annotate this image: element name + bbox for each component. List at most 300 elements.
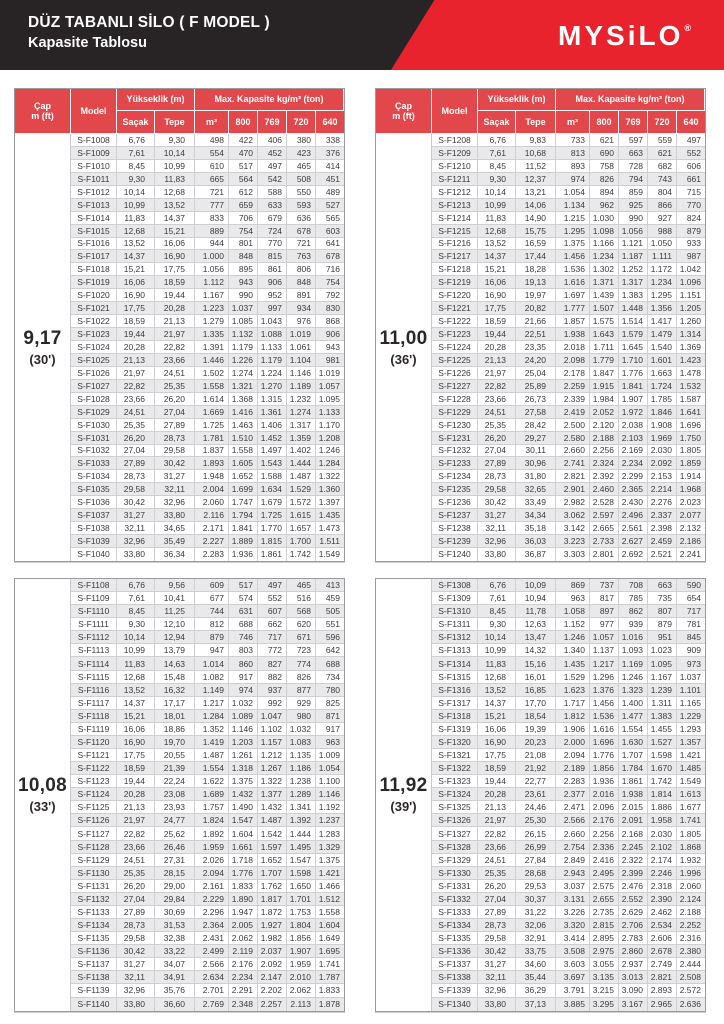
table-cell: 16,06 — [478, 723, 516, 736]
table-cell: 30,69 — [155, 906, 195, 919]
table-cell: S-F1219 — [432, 276, 478, 289]
table-cell: 1.536 — [556, 263, 590, 276]
table-cell: 18,54 — [516, 710, 556, 723]
table-cell: 1.392 — [287, 814, 316, 827]
table-cell: 1.507 — [590, 302, 619, 315]
table-cell: 1.435 — [556, 657, 590, 670]
table-row — [432, 173, 705, 186]
table-cell: 11,25 — [155, 605, 195, 618]
table-cell: 2.234 — [619, 457, 648, 470]
table-cell: 1.224 — [258, 367, 287, 380]
table-cell: 2.060 — [677, 880, 705, 893]
table-cell: S-F1210 — [432, 160, 478, 173]
table-cell: 1.096 — [677, 276, 705, 289]
table-cell: 9,30 — [478, 618, 516, 631]
table-cell: 2.060 — [195, 496, 229, 509]
table-cell: 2.471 — [556, 801, 590, 814]
table-cell: S-F1019 — [71, 276, 117, 289]
table-cell: S-F1329 — [432, 854, 478, 867]
table-cell: 897 — [590, 605, 619, 618]
table-header-row — [15, 89, 344, 134]
table-row — [71, 535, 344, 548]
table-cell: 30,42 — [478, 945, 516, 958]
table-cell: 2.119 — [229, 945, 258, 958]
table-cell: 10,14 — [117, 186, 155, 199]
table-cell: 33,75 — [516, 945, 556, 958]
table-cell: S-F1137 — [71, 958, 117, 971]
table-row — [432, 723, 705, 736]
table-cell: 551 — [316, 618, 344, 631]
table-cell: 21,13 — [478, 801, 516, 814]
table-cell: 34,34 — [516, 509, 556, 522]
table-cell: 19,44 — [117, 775, 155, 788]
table-cell: 1.696 — [677, 419, 705, 432]
table-cell: 1.322 — [316, 470, 344, 483]
table-cell: 1.295 — [648, 289, 677, 302]
table-cell: 542 — [258, 173, 287, 186]
table-cell: 1.302 — [590, 263, 619, 276]
table-cell: 21,13 — [117, 354, 155, 367]
table-cell: 1.296 — [590, 671, 619, 684]
table-cell: 30,37 — [516, 893, 556, 906]
table-cell: S-F1317 — [432, 697, 478, 710]
table-cell: 665 — [195, 173, 229, 186]
table-cell: 32,11 — [478, 971, 516, 984]
table-cell: 1.696 — [590, 736, 619, 749]
column-header-tepe: Tepe — [155, 111, 195, 134]
table-cell: 422 — [229, 134, 258, 147]
table-row — [432, 535, 705, 548]
table-cell: 2.168 — [619, 827, 648, 840]
table-cell: 621 — [648, 147, 677, 160]
table-cell: 2.462 — [648, 906, 677, 919]
cap-label-line2: m (ft) — [31, 111, 54, 121]
table-cell: 18,59 — [117, 315, 155, 328]
title-line1: DÜZ TABANLI SİLO ( F MODEL ) — [28, 14, 270, 31]
table-cell: 2.010 — [287, 971, 316, 984]
table-row — [71, 302, 344, 315]
table-row — [71, 263, 344, 276]
diameter-value: 11,92 — [379, 775, 428, 797]
table-cell: 2.178 — [556, 367, 590, 380]
column-header-640: 640 — [677, 111, 705, 134]
column-header-capacity-group: Max. Kapasite kg/m³ (ton) — [556, 89, 705, 111]
table-cell: 1.558 — [229, 445, 258, 458]
table-cell: 590 — [677, 579, 705, 592]
table-cell: 1.232 — [287, 393, 316, 406]
table-cell: 2.982 — [556, 496, 590, 509]
table-cell: S-F1331 — [432, 880, 478, 893]
table-cell: 917 — [229, 671, 258, 684]
table-cell: 338 — [316, 134, 344, 147]
table-cell: 12,94 — [155, 631, 195, 644]
table-cell: 1.432 — [229, 788, 258, 801]
table-cell: 1.906 — [556, 723, 590, 736]
table-cell: 1.376 — [590, 684, 619, 697]
table-cell: 1.246 — [556, 631, 590, 644]
table-cell: 2.665 — [590, 522, 619, 535]
table-cell: 1.601 — [648, 354, 677, 367]
table-cell: 2.735 — [590, 906, 619, 919]
table-cell: 1.717 — [556, 697, 590, 710]
table-cell: 1.927 — [258, 919, 287, 932]
table-cell: 1.167 — [648, 671, 677, 684]
table-cell: 26,99 — [516, 841, 556, 854]
table-cell: 2.189 — [556, 762, 590, 775]
table-cell: 34,60 — [516, 958, 556, 971]
table-cell: 2.365 — [619, 483, 648, 496]
table-cell: S-F1136 — [71, 945, 117, 958]
table-cell: 744 — [195, 605, 229, 618]
table-cell: 508 — [287, 173, 316, 186]
table-cell: 772 — [258, 644, 287, 657]
table-cell: 1.514 — [619, 315, 648, 328]
table-cell: S-F1311 — [432, 618, 478, 631]
table-cell: 10,99 — [155, 160, 195, 173]
table-cell: 812 — [195, 618, 229, 631]
table-cell: 505 — [316, 605, 344, 618]
table-cell: 1.641 — [677, 406, 705, 419]
table-cell: 9,30 — [478, 173, 516, 186]
table-cell: 1.847 — [590, 367, 619, 380]
table-row — [71, 592, 344, 605]
table-cell: 10,99 — [478, 644, 516, 657]
table-cell: 21,97 — [117, 367, 155, 380]
table-row — [71, 867, 344, 880]
table-cell: 688 — [316, 657, 344, 670]
table-cell: 1.623 — [556, 684, 590, 697]
table-cell: 22,24 — [155, 775, 195, 788]
table-cell: 2.234 — [229, 971, 258, 984]
table-cell: 2.392 — [590, 470, 619, 483]
table-cell: 2.496 — [619, 509, 648, 522]
table-cell: 10,68 — [516, 147, 556, 160]
table-row — [432, 406, 705, 419]
table-row — [432, 657, 705, 670]
table-cell: 1.323 — [619, 684, 648, 697]
table-cell: 22,77 — [516, 775, 556, 788]
table-cell: 2.161 — [195, 880, 229, 893]
table-row — [432, 984, 705, 997]
table-cell: S-F1139 — [71, 984, 117, 997]
table-row — [71, 419, 344, 432]
table-row — [71, 315, 344, 328]
table-cell: 933 — [677, 238, 705, 251]
table-cell: 29,84 — [155, 893, 195, 906]
table-cell: 661 — [677, 173, 705, 186]
table-cell: 1.868 — [677, 841, 705, 854]
table-cell: S-F1122 — [71, 762, 117, 775]
table-cell: 882 — [258, 671, 287, 684]
table-cell: 1.833 — [229, 880, 258, 893]
table-cell: S-F1021 — [71, 302, 117, 315]
table-cell: 10,14 — [117, 631, 155, 644]
table-cell: 1.083 — [287, 736, 316, 749]
table-rows — [71, 134, 344, 561]
table-cell: S-F1016 — [71, 238, 117, 251]
table-row — [432, 483, 705, 496]
table-cell: 1.972 — [619, 406, 648, 419]
table-cell: 1.554 — [619, 723, 648, 736]
table-cell: 2.018 — [556, 341, 590, 354]
table-cell: 23,93 — [155, 801, 195, 814]
table-cell: 22,82 — [478, 827, 516, 840]
table-cell: 29,58 — [478, 483, 516, 496]
table-cell: 36,87 — [516, 548, 556, 561]
table-cell: S-F1337 — [432, 958, 478, 971]
table-cell: 15,48 — [155, 671, 195, 684]
table-cell: 497 — [677, 134, 705, 147]
table-cell: 1.805 — [677, 827, 705, 840]
table-row — [71, 328, 344, 341]
table-cell: 24,51 — [478, 406, 516, 419]
table-cell: 1.613 — [677, 788, 705, 801]
table-cell: 36,34 — [155, 548, 195, 561]
table-cell: S-F1008 — [71, 134, 117, 147]
table-cell: S-F1235 — [432, 483, 478, 496]
table-cell: 2.636 — [677, 998, 705, 1011]
table-cell: 3.508 — [556, 945, 590, 958]
table-cell: 10,14 — [478, 186, 516, 199]
table-cell: 3.090 — [619, 984, 648, 997]
table-body — [15, 579, 344, 1011]
table-header-row — [376, 89, 705, 134]
table-cell: 944 — [195, 238, 229, 251]
table-cell: 2.030 — [648, 445, 677, 458]
table-cell: 31,27 — [117, 958, 155, 971]
table-row — [432, 522, 705, 535]
table-cell: 1.023 — [648, 644, 677, 657]
table-cell: 1.456 — [590, 697, 619, 710]
table-cell: 879 — [195, 631, 229, 644]
table-cell: S-F1315 — [432, 671, 478, 684]
table-cell: 17,75 — [117, 302, 155, 315]
table-cell: 12,68 — [117, 671, 155, 684]
table-cell: 2.975 — [590, 945, 619, 958]
table-row — [71, 945, 344, 958]
table-row — [71, 971, 344, 984]
table-cell: 423 — [287, 147, 316, 160]
table-row — [71, 736, 344, 749]
table-cell: 8,45 — [117, 160, 155, 173]
table-cell: 1.360 — [316, 483, 344, 496]
table-cell: 10,41 — [155, 592, 195, 605]
table-cell: 1.274 — [287, 406, 316, 419]
table-cell: S-F1214 — [432, 212, 478, 225]
table-cell: 1.779 — [590, 354, 619, 367]
table-row — [432, 605, 705, 618]
table-row — [432, 315, 705, 328]
table-cell: 980 — [287, 710, 316, 723]
table-cell: 2.399 — [619, 867, 648, 880]
table-cell: 934 — [287, 302, 316, 315]
table-cell: 925 — [619, 199, 648, 212]
table-cell: 827 — [258, 657, 287, 670]
table-cell: S-F1035 — [71, 483, 117, 496]
table-row — [71, 893, 344, 906]
table-cell: 489 — [316, 186, 344, 199]
table-cell: 1.056 — [619, 225, 648, 238]
table-cell: 1.490 — [229, 801, 258, 814]
table-cell: S-F1314 — [432, 657, 478, 670]
table-cell: 413 — [316, 579, 344, 592]
table-cell: 29,27 — [516, 432, 556, 445]
table-cell: 18,59 — [117, 762, 155, 775]
table-row — [432, 367, 705, 380]
table-row — [432, 212, 705, 225]
table-cell: 2.176 — [590, 814, 619, 827]
table-row — [432, 199, 705, 212]
table-cell: 8,45 — [478, 605, 516, 618]
table-cell: 2.092 — [648, 457, 677, 470]
table-cell: 1.101 — [677, 684, 705, 697]
table-cell: 2.337 — [648, 509, 677, 522]
table-cell: 414 — [316, 160, 344, 173]
table-cell: 32,11 — [155, 483, 195, 496]
table-cell: 6,76 — [117, 134, 155, 147]
table-cell: 18,59 — [155, 276, 195, 289]
table-cell: 1.295 — [556, 225, 590, 238]
table-cell: 1.711 — [590, 341, 619, 354]
table-cell: 997 — [258, 302, 287, 315]
table-cell: 1.016 — [619, 631, 648, 644]
table-cell: 20,28 — [478, 788, 516, 801]
table-cell: S-F1232 — [432, 445, 478, 458]
table-cell: 34,07 — [155, 958, 195, 971]
table-cell: 17,17 — [155, 697, 195, 710]
table-cell: 825 — [316, 697, 344, 710]
table-cell: 2.077 — [677, 509, 705, 522]
table-cell: 16,90 — [117, 736, 155, 749]
table-cell: 32,65 — [516, 483, 556, 496]
table-cell: 2.572 — [677, 984, 705, 997]
table-cell: 845 — [677, 631, 705, 644]
table-cell: 10,99 — [117, 199, 155, 212]
column-header-800: 800 — [229, 111, 258, 134]
table-cell: 2.004 — [195, 483, 229, 496]
table-row — [432, 762, 705, 775]
table-cell: 21,97 — [478, 367, 516, 380]
table-cell: 990 — [619, 212, 648, 225]
table-cell: S-F1039 — [71, 535, 117, 548]
table-cell: 746 — [229, 631, 258, 644]
column-header-m3: m³ — [195, 111, 229, 134]
table-cell: 1.547 — [287, 854, 316, 867]
table-cell: 28,73 — [478, 919, 516, 932]
table-cell: 32,11 — [117, 522, 155, 535]
table-cell: 2.094 — [556, 749, 590, 762]
table-cell: 1.968 — [677, 483, 705, 496]
table-cell: 716 — [316, 263, 344, 276]
table-cell: S-F1134 — [71, 919, 117, 932]
table-cell: 603 — [316, 225, 344, 238]
table-cell: 607 — [258, 605, 287, 618]
table-cell: 21,97 — [478, 814, 516, 827]
table-cell: 2.202 — [258, 984, 287, 997]
table-cell: 1.223 — [195, 302, 229, 315]
table-cell: 1.100 — [316, 775, 344, 788]
table-cell: 459 — [316, 592, 344, 605]
table-cell: 527 — [316, 199, 344, 212]
table-cell: 2.299 — [619, 470, 648, 483]
table-cell: 27,04 — [155, 406, 195, 419]
table-cell: 2.566 — [195, 958, 229, 971]
table-cell: 29,00 — [155, 880, 195, 893]
table-row — [432, 671, 705, 684]
table-row — [71, 762, 344, 775]
table-row — [71, 657, 344, 670]
table-cell: 2.257 — [258, 998, 287, 1011]
table-row — [432, 276, 705, 289]
table-cell: 1.095 — [316, 393, 344, 406]
table-cell: 29,58 — [117, 483, 155, 496]
table-cell: 8,45 — [478, 160, 516, 173]
table-cell: 763 — [287, 250, 316, 263]
table-cell: 1.205 — [677, 302, 705, 315]
table-cell: S-F1223 — [432, 328, 478, 341]
table-cell: 2.398 — [648, 522, 677, 535]
table-cell: 1.104 — [287, 354, 316, 367]
table-cell: 16,85 — [516, 684, 556, 697]
table-row — [71, 238, 344, 251]
table-cell: 1.226 — [229, 354, 258, 367]
table-cell: 11,78 — [516, 605, 556, 618]
table-row — [71, 723, 344, 736]
table-cell: 26,73 — [516, 393, 556, 406]
table-cell: 733 — [556, 134, 590, 147]
table-row — [71, 522, 344, 535]
table-cell: 32,96 — [117, 535, 155, 548]
table-cell: 9,30 — [117, 618, 155, 631]
table-cell: 662 — [258, 618, 287, 631]
table-cell: 1.699 — [229, 483, 258, 496]
table-cell: 2.153 — [648, 470, 677, 483]
table-cell: 1.650 — [287, 880, 316, 893]
table-cell: 1.037 — [677, 671, 705, 684]
table-cell: 641 — [316, 238, 344, 251]
table-cell: 1.710 — [619, 354, 648, 367]
table-cell: S-F1211 — [432, 173, 478, 186]
table-cell: 974 — [229, 684, 258, 697]
table-cell: 27,04 — [478, 445, 516, 458]
table-cell: 2.188 — [590, 432, 619, 445]
table-cell: 2.176 — [229, 958, 258, 971]
table-cell: 2.754 — [556, 841, 590, 854]
table-cell: 2.575 — [590, 880, 619, 893]
table-cell: 866 — [648, 199, 677, 212]
table-cell: 1.043 — [258, 315, 287, 328]
table-cell: S-F1327 — [432, 827, 478, 840]
table-cell: 29,58 — [117, 932, 155, 945]
table-cell: 564 — [229, 173, 258, 186]
table-cell: 723 — [287, 644, 316, 657]
table-row — [71, 579, 344, 592]
table-cell: 13,47 — [516, 631, 556, 644]
table-cell: 939 — [619, 618, 648, 631]
table-cell: 642 — [316, 644, 344, 657]
table-cell: 2.860 — [619, 945, 648, 958]
table-cell: 2.801 — [590, 548, 619, 561]
table-cell: 1.536 — [590, 710, 619, 723]
table-cell: 16,90 — [478, 736, 516, 749]
table-row — [71, 710, 344, 723]
table-cell: 3.167 — [619, 998, 648, 1011]
table-row — [432, 328, 705, 341]
table-row — [71, 225, 344, 238]
table-cell: 1.794 — [229, 509, 258, 522]
table-cell: 1.510 — [229, 432, 258, 445]
table-cell: 24,51 — [155, 367, 195, 380]
